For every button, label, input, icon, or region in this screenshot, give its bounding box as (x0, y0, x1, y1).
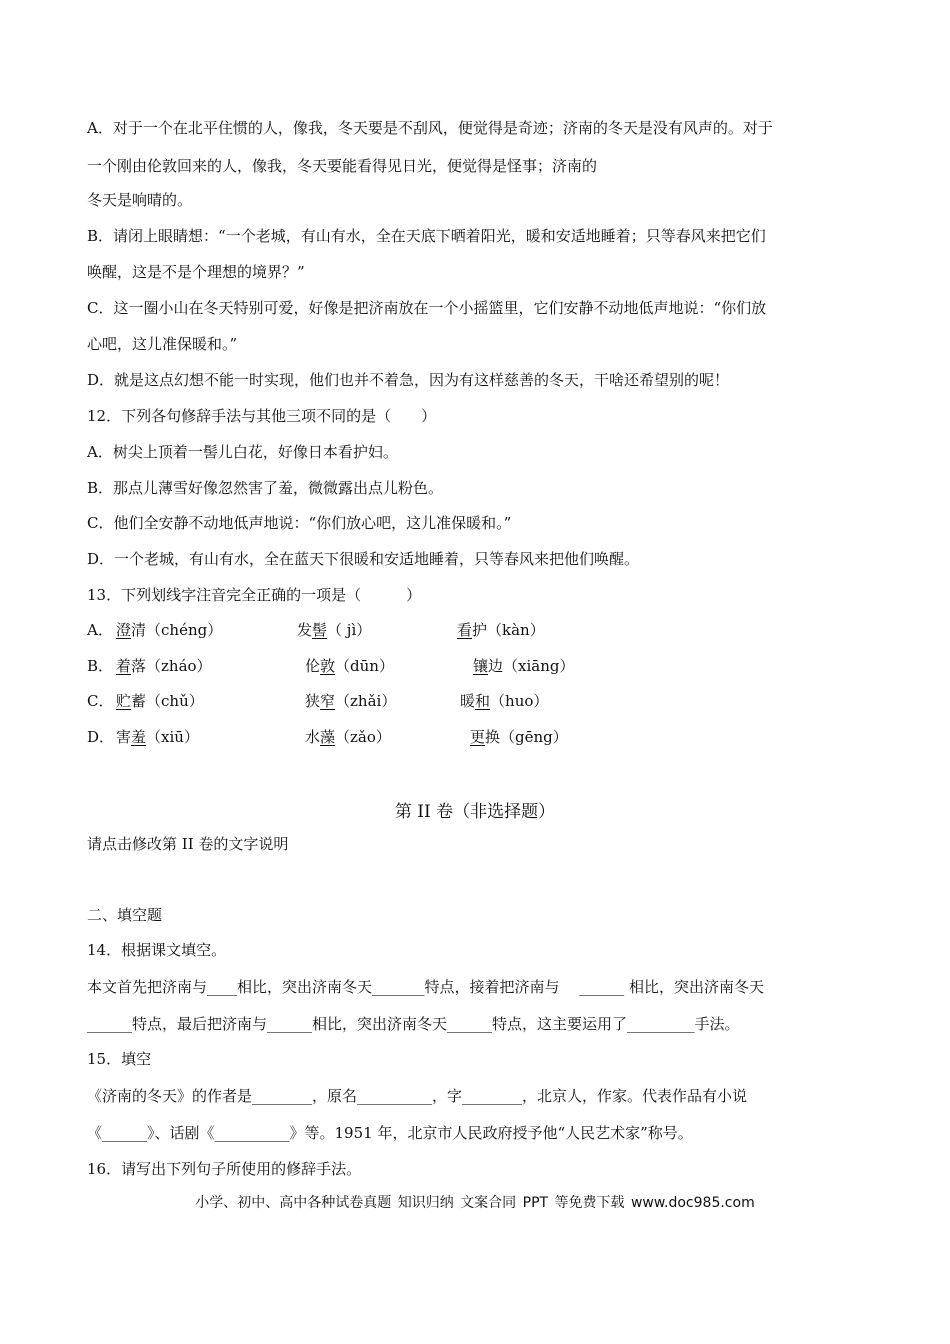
q11-option-a-line1: A．对于一个在北平住惯的人，像我，冬天要是不刮风，便觉得是奇迹；济南的冬天是没有风声的。对于 (87, 119, 773, 137)
underlined-char: 藻 (320, 728, 336, 746)
word-rest: （xiū） (146, 728, 199, 746)
q13-row-b-word2 (305, 656, 394, 676)
q13-row-a-word3 (457, 620, 545, 640)
q12-option-a: A．树尖上顶着一髻儿白花，好像日本看护妇。 (87, 443, 398, 461)
word-rest: 护（kàn） (472, 621, 545, 639)
word-prefix: 发 (297, 621, 313, 639)
word-rest: 边（xiāng） (488, 657, 575, 675)
word-rest: （dūn） (335, 657, 394, 675)
word-rest: 蓄（chǔ） (131, 692, 204, 710)
q13-row-c-word2 (305, 691, 396, 711)
q16-stem: 16．请写出下列句子所使用的修辞手法。 (87, 1160, 362, 1178)
word-rest: （ jì） (327, 621, 372, 639)
q13-row-b-letter: B． (87, 657, 114, 675)
underlined-char: 敦 (320, 657, 336, 675)
q13-row-b-word1 (116, 656, 212, 676)
underlined-char: 羞 (131, 728, 147, 746)
q12-option-b: B．那点儿薄雪好像忽然害了羞，微微露出点儿粉色。 (87, 479, 444, 497)
q15-stem: 15．填空 (87, 1050, 152, 1068)
q12-option-d: D．一个老城，有山有水，全在蓝天下很暖和安适地睡着，只等春风来把他们唤醒。 (87, 550, 640, 568)
word-prefix: 伦 (305, 657, 321, 675)
underlined-char: 澄 (116, 621, 132, 639)
word-rest: （zhǎi） (335, 692, 397, 710)
q13-row-d-word1 (116, 727, 199, 747)
q11-option-c-line2: 心吧，这儿准保暖和。” (87, 335, 238, 353)
q11-option-a-line2: 一个刚由伦敦回来的人，像我，冬天要能看得见日光，便觉得是怪事；济南的 (87, 157, 598, 175)
q13-row-a-word2 (297, 620, 371, 640)
underlined-char: 看 (457, 621, 473, 639)
q13-row-a-word1 (116, 620, 222, 640)
q13-row-d-word3 (470, 727, 568, 747)
q12-stem: 12．下列各句修辞手法与其他三项不同的是（ ） (87, 407, 437, 425)
section-2-description[interactable]: 请点击修改第 II 卷的文字说明 (87, 835, 289, 853)
q15-line1: 《济南的冬天》的作者是________，原名__________，字________，北京人，作家。代表作品有小说 (87, 1087, 748, 1105)
q13-stem: 13．下列划线字注音完全正确的一项是（ ） (87, 586, 422, 604)
word-rest: 换（gēng） (485, 728, 568, 746)
underlined-char: 窄 (320, 692, 336, 710)
q11-option-c-line1: C．这一圈小山在冬天特别可爱，好像是把济南放在一个小摇篮里，它们安静不动地低声地说：“你们放 (87, 299, 767, 317)
q12-option-c: C．他们全安静不动地低声地说：“你们放心吧，这儿准保暖和。” (87, 514, 512, 532)
q13-row-b-word3 (473, 656, 574, 676)
underlined-char: 和 (475, 692, 491, 710)
word-rest: 清（chéng） (131, 621, 223, 639)
q11-option-b-line1: B．请闭上眼睛想：“一个老城，有山有水，全在天底下晒着阳光，暖和安适地睡着；只等春风来把它们 (87, 227, 766, 245)
underlined-char: 贮 (116, 692, 132, 710)
underlined-char: 髻 (312, 621, 328, 639)
q14-stem: 14．根据课文填空。 (87, 941, 227, 959)
q13-row-d-word2 (305, 727, 391, 747)
q14-line2: ______特点，最后把济南与______相比，突出济南冬天______特点，这主要运用了_________手法。 (87, 1015, 740, 1033)
word-prefix: 狭 (305, 692, 321, 710)
word-rest: （zǎo） (335, 728, 391, 746)
page-footer: 小学、初中、高中各种试卷真题 知识归纳 文案合同 PPT 等免费下载 www.doc985.com (195, 1195, 755, 1211)
q11-option-a-line3: 冬天是响晴的。 (87, 191, 193, 209)
word-prefix: 害 (116, 728, 132, 746)
section-2-title: 第 II 卷（非选择题） (394, 802, 556, 822)
q13-row-c-letter: C． (87, 692, 114, 710)
q13-row-c-word1 (116, 691, 204, 711)
q13-row-a-letter: A． (87, 621, 113, 639)
fill-in-heading: 二、填空题 (87, 906, 163, 924)
word-rest: （huo） (490, 692, 549, 710)
q11-option-d-line1: D．就是这点幻想不能一时实现，他们也并不着急，因为有这样慈善的冬天，干啥还希望别的呢！ (87, 371, 730, 389)
q11-option-b-line2: 唤醒，这是不是个理想的境界？” (87, 263, 305, 281)
q15-line2: 《______》、话剧《__________》等。1951 年，北京市人民政府授予他“人民艺术家”称号。 (87, 1124, 693, 1142)
q13-row-c-word3 (460, 691, 548, 711)
underlined-char: 镶 (473, 657, 489, 675)
q13-row-d-letter: D． (87, 728, 115, 746)
word-prefix: 暖 (460, 692, 476, 710)
q14-line1: 本文首先把济南与____相比，突出济南冬天_______特点，接着把济南与 ______ 相比，突出济南冬天 (87, 978, 765, 996)
underlined-char: 着 (116, 657, 132, 675)
word-rest: 落（zháo） (131, 657, 212, 675)
word-prefix: 水 (305, 728, 321, 746)
underlined-char: 更 (470, 728, 486, 746)
